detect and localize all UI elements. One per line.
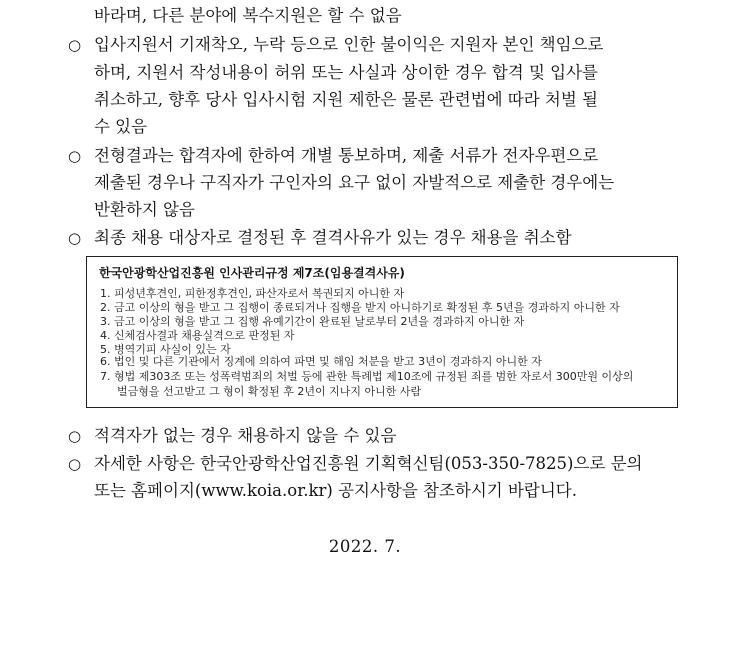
- paragraph-continuation: 바라며, 다른 분야에 복수지원은 할 수 없음: [94, 6, 402, 25]
- paragraph-line: 또는 홈페이지(www.koia.or.kr) 공지사항을 참조하시기 바랍니다.: [94, 481, 577, 500]
- bullet-marker: ○: [68, 229, 82, 247]
- paragraph-line: 수 있음: [94, 117, 148, 136]
- regulation-item: 1. 피성년후견인, 피한정후견인, 파산자로서 복권되지 아니한 자: [100, 287, 405, 300]
- paragraph-line: 하며, 지원서 작성내용이 허위 또는 사실과 상이한 경우 합격 및 입사를: [94, 63, 598, 82]
- regulation-title: 한국안광학산업진흥원 인사관리규정 제7조(임용결격사유): [99, 266, 405, 280]
- regulation-item: 7. 형법 제303조 또는 성폭력범죄의 처벌 등에 관한 특례법 제10조에 규정된 죄를 범한 자로서 300만원 이상의: [100, 370, 634, 383]
- document-date: 2022. 7.: [328, 537, 402, 556]
- bullet-marker: ○: [68, 455, 82, 473]
- bullet-marker: ○: [68, 36, 82, 54]
- paragraph-line: 적격자가 없는 경우 채용하지 않을 수 있음: [94, 426, 397, 445]
- paragraph-line: 제출된 경우나 구직자가 구인자의 요구 없이 자발적으로 제출한 경우에는: [94, 173, 615, 192]
- bullet-marker: ○: [68, 427, 82, 445]
- paragraph-line: 전형결과는 합격자에 한하여 개별 통보하며, 제출 서류가 전자우편으로: [94, 146, 599, 165]
- regulation-item: 2. 금고 이상의 형을 받고 그 집행이 종료되거나 집행을 받지 아니하기로 확정된 후 5년을 경과하지 아니한 자: [100, 301, 620, 314]
- regulation-item-continuation: 벌금형을 선고받고 그 형이 확정된 후 2년이 지나지 아니한 사람: [117, 385, 422, 398]
- paragraph-line: 최종 채용 대상자로 결정된 후 결격사유가 있는 경우 채용을 취소함: [94, 228, 572, 247]
- bullet-marker: ○: [68, 147, 82, 165]
- regulation-item: 3. 금고 이상의 형을 받고 그 집행 유예기간이 완료된 날로부터 2년을 경과하지 아니한 자: [100, 315, 525, 328]
- paragraph-line: 취소하고, 향후 당사 입사시험 지원 제한은 물론 관련법에 따라 처벌 될: [94, 90, 598, 109]
- paragraph-line: 입사지원서 기재착오, 누락 등으로 인한 불이익은 지원자 본인 책임으로: [94, 35, 604, 54]
- regulation-box: [86, 256, 678, 408]
- regulation-item: 4. 신체검사결과 채용실격으로 판정된 자: [100, 329, 295, 342]
- regulation-item: 5. 병역기피 사실이 있는 자: [100, 343, 231, 356]
- regulation-item: 6. 법인 및 다른 기관에서 징계에 의하여 파면 및 해임 처분을 받고 3년이 경과하지 아니한 자: [100, 355, 542, 368]
- paragraph-line: 반환하지 않음: [94, 200, 195, 219]
- paragraph-line: 자세한 사항은 한국안광학산업진흥원 기획혁신팀(053-350-7825)으로 문의: [94, 454, 643, 473]
